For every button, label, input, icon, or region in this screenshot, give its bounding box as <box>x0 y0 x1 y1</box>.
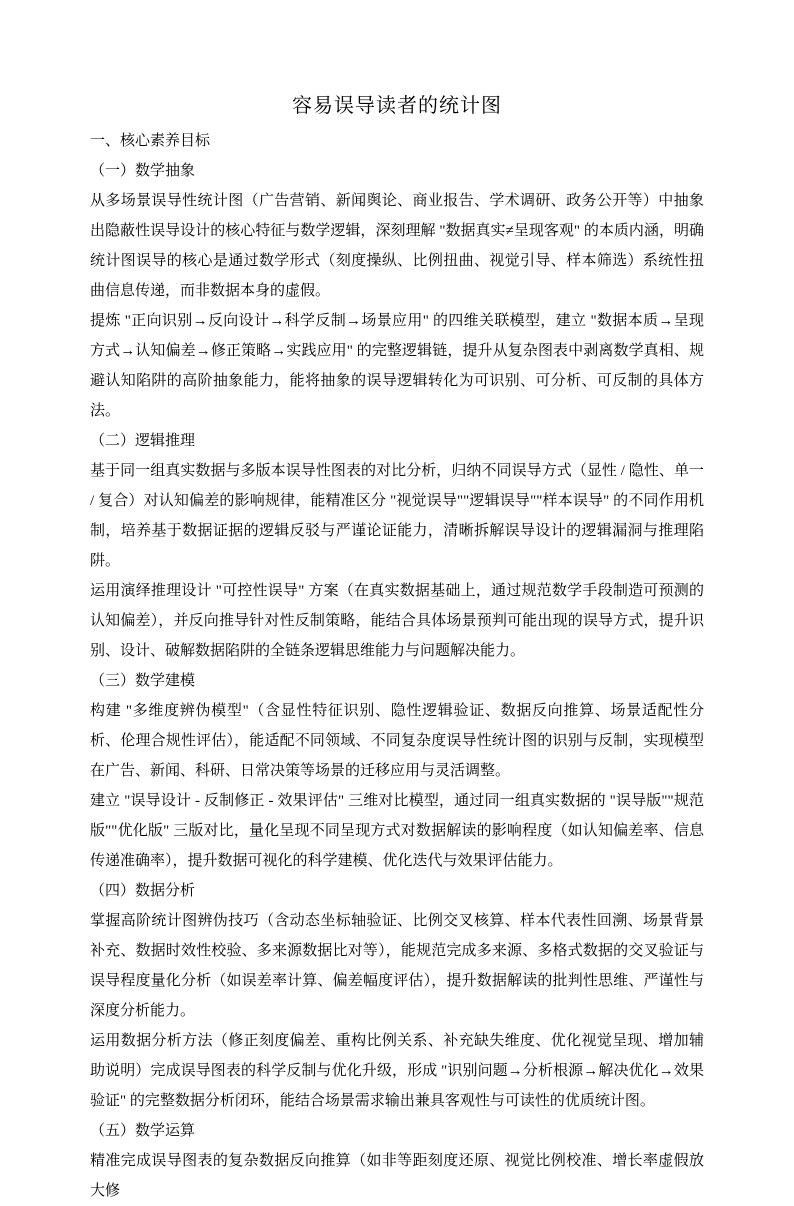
body-paragraph: 运用演绎推理设计 "可控性误导" 方案（在真实数据基础上，通过规范数学手段制造可预测的认知偏差），并反向推导针对性反制策略，能结合具体场景预判可能出现的误导方式，提升识别、设计、破解数据陷阱的全链条逻辑思维能力与问题解决能力。 <box>90 583 704 659</box>
body-paragraph: 提炼 "正向识别→反向设计→科学反制→场景应用" 的四维关联模型，建立 "数据本质→呈现方式→认知偏差→修正策略→实践应用" 的完整逻辑链，提升从复杂图表中剥离数学真相、规避认知陷阱的高阶抽象能力，能将抽象的误导逻辑转化为可识别、可分析、可反制的具体方法。 <box>90 313 704 419</box>
subsection-heading-math-modeling: （三）数学建模 <box>90 673 196 689</box>
document-title: 容易误导读者的统计图 <box>292 95 502 117</box>
section-heading: 一、核心素养目标 <box>90 133 211 149</box>
body-paragraph: 精准完成误导图表的复杂数据反向推算（如非等距刻度还原、视觉比例校准、增长率虚假放大修 <box>90 1153 704 1199</box>
body-paragraph: 从多场景误导性统计图（广告营销、新闻舆论、商业报告、学术调研、政务公开等）中抽象出隐蔽性误导设计的核心特征与数学逻辑，深刻理解 "数据真实≠呈现客观" 的本质内涵，明确统计图误导的核心是通过数学形式（刻度操纵、比例扭曲、视觉引导、样本筛选）系统性扭曲信息传递，而非数据本身的虚假。 <box>90 193 704 299</box>
subsection-heading-data-analysis: （四）数据分析 <box>90 883 196 899</box>
body-paragraph: 运用数据分析方法（修正刻度偏差、重构比例关系、补充缺失维度、优化视觉呈现、增加辅助说明）完成误导图表的科学反制与优化升级，形成 "识别问题→分析根源→解决优化→效果验证" 的完整数据分析闭环，能结合场景需求输出兼具客观性与可读性的优质统计图。 <box>90 1033 704 1109</box>
body-paragraph: 构建 "多维度辨伪模型"（含显性特征识别、隐性逻辑验证、数据反向推算、场景适配性分析、伦理合规性评估），能适配不同领域、不同复杂度误导性统计图的识别与反制，实现模型在广告、新闻、科研、日常决策等场景的迁移应用与灵活调整。 <box>90 703 704 779</box>
subsection-heading-math-abstraction: （一）数学抽象 <box>90 163 196 179</box>
body-paragraph: 掌握高阶统计图辨伪技巧（含动态坐标轴验证、比例交叉核算、样本代表性回溯、场景背景补充、数据时效性校验、多来源数据比对等），能规范完成多来源、多格式数据的交叉验证与误导程度量化分析（如误差率计算、偏差幅度评估），提升数据解读的批判性思维、严谨性与深度分析能力。 <box>90 913 704 1019</box>
subsection-heading-logical-reasoning: （二）逻辑推理 <box>90 433 196 449</box>
body-paragraph: 基于同一组真实数据与多版本误导性图表的对比分析，归纳不同误导方式（显性 / 隐性、单一 / 复合）对认知偏差的影响规律，能精准区分 "视觉误导""逻辑误导""样本误导" 的不同作用机制，培养基于数据证据的逻辑反驳与严谨论证能力，清晰拆解误导设计的逻辑漏洞与推理陷阱。 <box>90 463 704 569</box>
body-paragraph: 建立 "误导设计 - 反制修正 - 效果评估" 三维对比模型，通过同一组真实数据的 "误导版""规范版""优化版" 三版对比，量化呈现不同呈现方式对数据解读的影响程度（如认知偏差率、信息传递准确率），提升数据可视化的科学建模、优化迭代与效果评估能力。 <box>90 793 704 869</box>
subsection-heading-math-operations: （五）数学运算 <box>90 1123 196 1139</box>
